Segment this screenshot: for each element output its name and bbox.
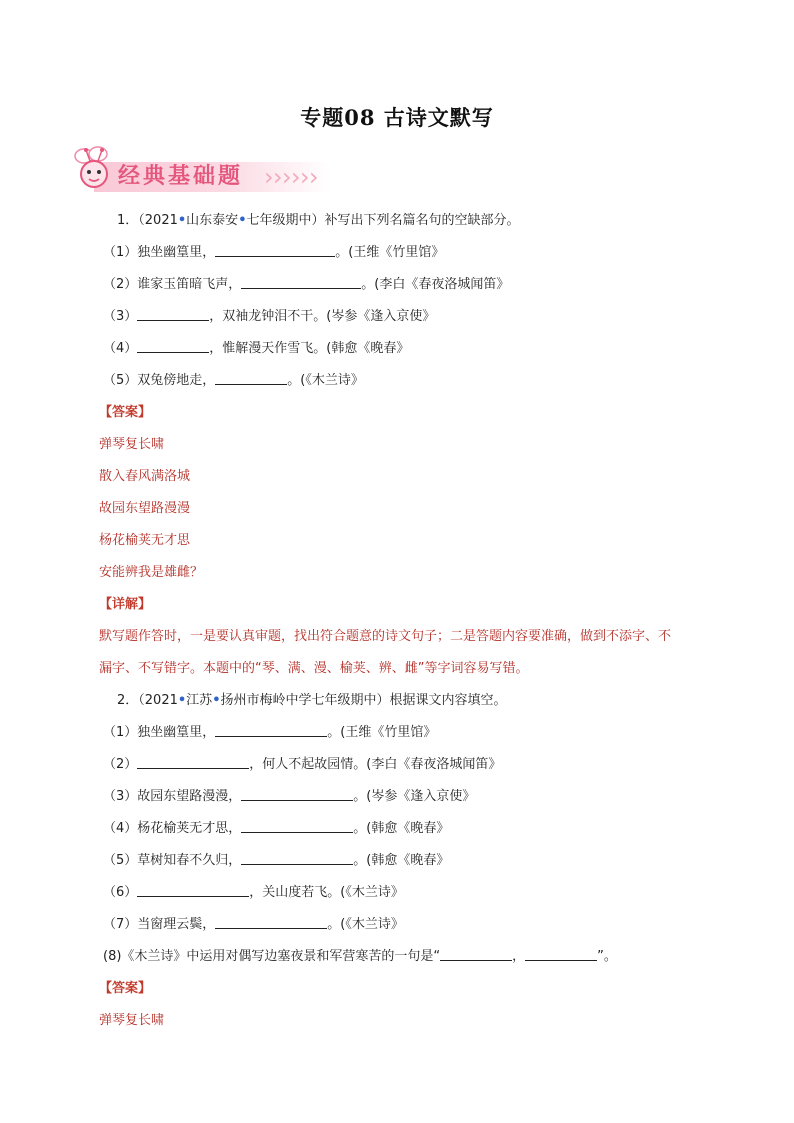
question-2-instruction: 扬州市梅岭中学七年级期中）根据课文内容填空。 xyxy=(220,693,507,708)
item-text: （1）独坐幽篁里， xyxy=(103,725,216,740)
question-1-item-2 xyxy=(103,269,719,301)
item-source: 。(《木兰诗》 xyxy=(327,917,404,932)
question-2-item-1 xyxy=(103,717,719,749)
answer-label: 【答案】 xyxy=(99,405,152,420)
item-source: 。(岑参《逢入京使》 xyxy=(353,789,476,804)
fill-blank xyxy=(215,369,287,385)
item-source: ，惟解漫天作雪飞。(韩愈《晚春》 xyxy=(209,341,410,356)
answer-line: 安能辨我是雄雌？ xyxy=(99,565,204,580)
item-source: ，何人不起故园情。(李白《春夜洛城闻笛》 xyxy=(249,757,502,772)
answer-line: 弹琴复长啸 xyxy=(99,437,165,452)
fill-blank xyxy=(440,945,512,961)
fill-blank xyxy=(137,753,249,769)
item-source: 。(李白《春夜洛城闻笛》 xyxy=(361,277,510,292)
answer-line: 弹琴复长啸 xyxy=(99,1013,165,1028)
answer-line: 散入春风满洛城 xyxy=(99,469,191,484)
item-text: （3） xyxy=(103,309,138,324)
fill-blank xyxy=(525,945,597,961)
question-2-heading xyxy=(117,685,719,717)
separator-dot: • xyxy=(238,213,247,228)
separator-dot: • xyxy=(177,693,187,708)
answer-label: 【答案】 xyxy=(99,981,152,996)
question-2-item-2 xyxy=(103,749,719,781)
question-2-item-5 xyxy=(103,845,719,877)
question-1-instruction: 七年级期中）补写出下列名篇名句的空缺部分。 xyxy=(246,213,520,228)
item-text: （4）杨花榆荚无才思， xyxy=(103,821,242,836)
separator-dot: • xyxy=(177,213,187,228)
item-text: （5）草树知春不久归， xyxy=(103,853,242,868)
chevrons-icon: › › › › › › xyxy=(264,163,319,191)
fill-blank xyxy=(215,913,327,929)
section-title: 经典基础题 xyxy=(118,164,244,189)
bee-icon xyxy=(68,142,120,194)
item-text: （5）双兔傍地走， xyxy=(103,373,216,388)
question-1-item-1 xyxy=(103,237,719,269)
fill-blank xyxy=(241,849,353,865)
page-title: 专题08 古诗文默写 xyxy=(300,105,494,130)
question-2-source-year: 2．（2021 xyxy=(117,693,178,708)
question-2-item-3 xyxy=(103,781,719,813)
question-2-item-8 xyxy=(103,941,719,973)
item-source: 。(《木兰诗》 xyxy=(287,373,364,388)
item-source: 。(王维《竹里馆》 xyxy=(327,725,437,740)
fill-blank xyxy=(241,817,353,833)
answer-line: 故园东望路漫漫 xyxy=(99,501,191,516)
question-2-source-place: 江苏 xyxy=(186,693,213,708)
fill-blank xyxy=(137,305,209,321)
separator-dot: • xyxy=(212,693,221,708)
question-1-item-3 xyxy=(103,301,719,333)
item-text: （4） xyxy=(103,341,138,356)
question-1-item-4 xyxy=(103,333,719,365)
question-2-item-6 xyxy=(103,877,719,909)
answer-line: 杨花榆荚无才思 xyxy=(99,533,191,548)
fill-blank xyxy=(137,337,209,353)
item-source: 。(王维《竹里馆》 xyxy=(335,245,445,260)
question-1-source-place: 山东泰安 xyxy=(186,213,239,228)
item-separator: ， xyxy=(512,949,526,964)
item-text: （2） xyxy=(103,757,138,772)
question-2-item-7 xyxy=(103,909,719,941)
document-body xyxy=(99,205,719,1037)
question-1-source-year: 1．（2021 xyxy=(117,213,178,228)
item-end: ”。 xyxy=(597,949,617,964)
question-1-item-5 xyxy=(103,365,719,397)
explanation-text-line-2: 漏字、不写错字。本题中的“琴、满、漫、榆荚、辨、雌”等字词容易写错。 xyxy=(99,661,529,676)
item-text: （2）谁家玉笛暗飞声， xyxy=(103,277,242,292)
item-text: （6） xyxy=(103,885,138,900)
item-source: 。(韩愈《晚春》 xyxy=(353,853,450,868)
fill-blank xyxy=(215,241,335,257)
fill-blank xyxy=(215,721,327,737)
item-text: （7）当窗理云鬓， xyxy=(103,917,216,932)
fill-blank xyxy=(241,785,353,801)
explanation-text-line-1: 默写题作答时，一是要认真审题，找出符合题意的诗文句子；二是答题内容要准确，做到不添字、不 xyxy=(99,629,672,644)
question-2-item-4 xyxy=(103,813,719,845)
explanation-label: 【详解】 xyxy=(99,597,152,612)
fill-blank xyxy=(241,273,361,289)
question-1-heading xyxy=(117,205,719,237)
section-banner xyxy=(68,142,330,198)
item-text: （3）故园东望路漫漫， xyxy=(103,789,242,804)
fill-blank xyxy=(137,881,249,897)
item-source: 。(韩愈《晚春》 xyxy=(353,821,450,836)
item-source: ，关山度若飞。(《木兰诗》 xyxy=(249,885,404,900)
item-source: ，双袖龙钟泪不干。(岑参《逢入京使》 xyxy=(209,309,436,324)
item-text: (8)《木兰诗》中运用对偶写边塞夜景和军营寒苦的一句是“ xyxy=(103,949,441,964)
item-text: （1）独坐幽篁里， xyxy=(103,245,216,260)
